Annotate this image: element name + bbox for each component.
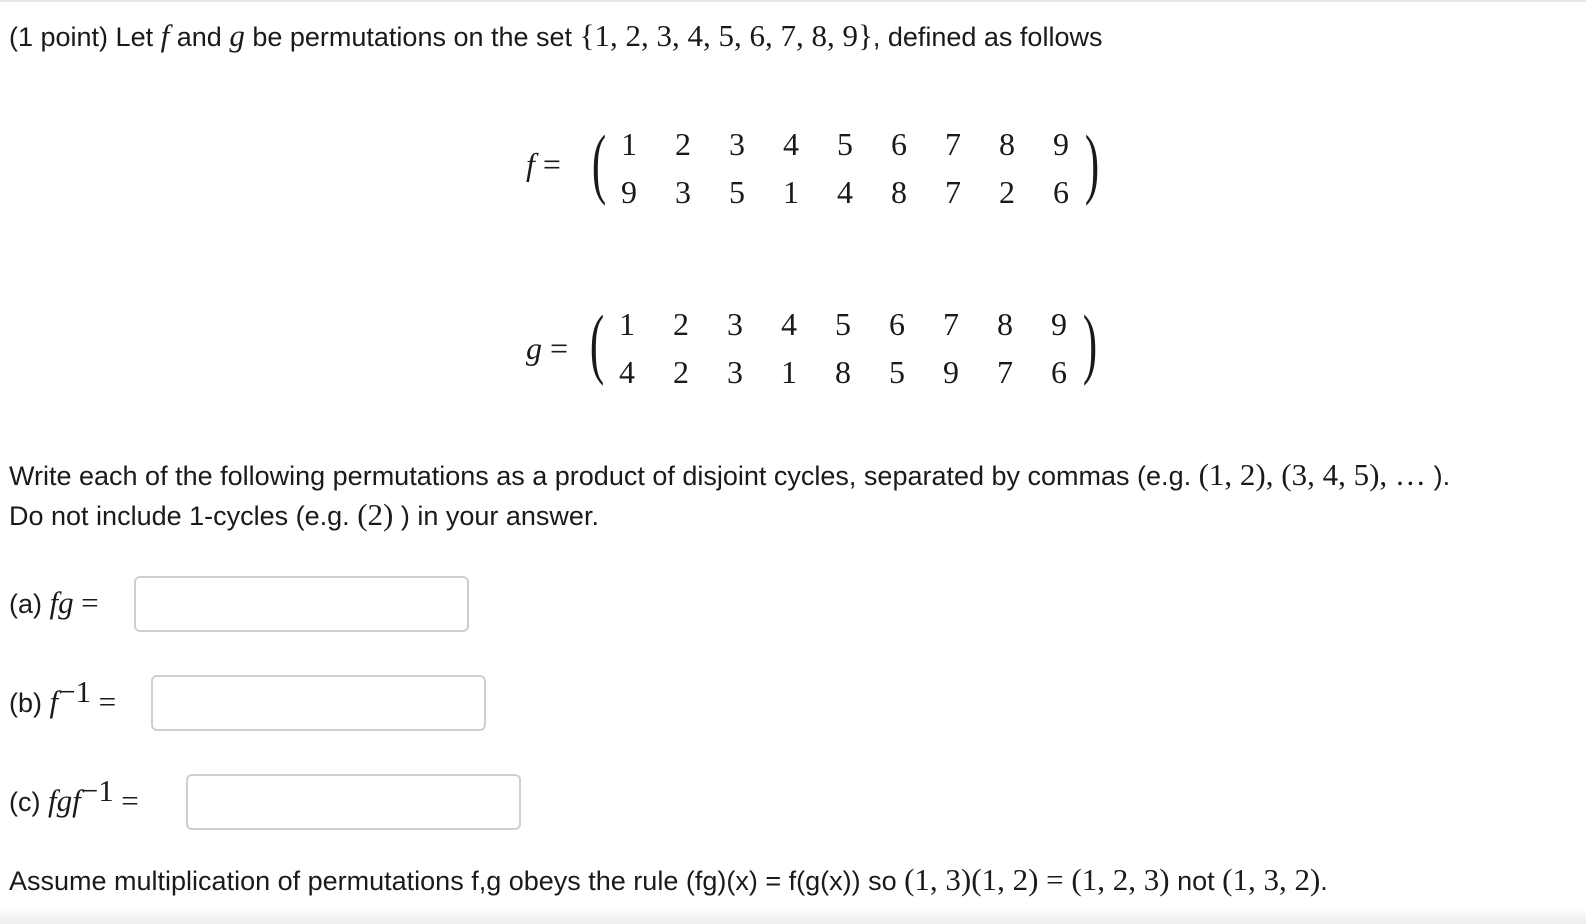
note-math-2: (1, 3, 2) xyxy=(1222,862,1321,897)
f-right-paren: ) xyxy=(1084,119,1100,206)
matrix-entry: 2 xyxy=(675,126,691,162)
question-c-label xyxy=(9,773,139,820)
note-not: not xyxy=(1177,866,1215,896)
instruction-end-2: ) in your answer. xyxy=(400,501,599,531)
problem-intro xyxy=(9,18,1102,55)
matrix-entry: 8 xyxy=(997,306,1013,342)
question-b-label xyxy=(9,674,117,721)
note-math-1: (1, 3)(1, 2) = (1, 2, 3) xyxy=(904,862,1170,897)
question-c-expr: fgf xyxy=(48,783,81,818)
matrix-entry: 6 xyxy=(891,126,907,162)
matrix-entry: 5 xyxy=(835,306,851,342)
instruction-line-1 xyxy=(9,457,1450,494)
matrix-entry: 4 xyxy=(783,126,799,162)
matrix-entry: 2 xyxy=(673,354,689,390)
f-bottom-row xyxy=(602,174,1088,211)
var-f: f xyxy=(160,18,170,53)
matrix-entry: 8 xyxy=(891,174,907,210)
matrix-entry: 9 xyxy=(1053,126,1069,162)
matrix-entry: 3 xyxy=(729,126,745,162)
note-text: Assume multiplication of permutations f,g obeys the rule (fg)(x) = f(g(x)) so xyxy=(9,866,897,896)
answer-input-c[interactable] xyxy=(186,774,521,830)
matrix-entry: 2 xyxy=(999,174,1015,210)
matrix-entry: 4 xyxy=(619,354,635,390)
matrix-entry: 4 xyxy=(781,306,797,342)
instruction-end-1: ). xyxy=(1433,461,1451,491)
matrix-entry: 4 xyxy=(837,174,853,210)
matrix-entry: 1 xyxy=(619,306,635,342)
f-left-paren: ( xyxy=(591,119,607,206)
question-b-letter: (b) xyxy=(9,688,42,718)
matrix-entry: 9 xyxy=(943,354,959,390)
matrix-entry: 5 xyxy=(837,126,853,162)
matrix-entry: 2 xyxy=(673,306,689,342)
matrix-entry: 5 xyxy=(889,354,905,390)
instruction-example-1cycle: (2) xyxy=(357,497,394,532)
g-name: g xyxy=(526,330,542,366)
matrix-entry: 6 xyxy=(1053,174,1069,210)
instruction-line-2 xyxy=(9,497,599,534)
intro-and: and xyxy=(176,22,222,52)
question-a-eq: = xyxy=(81,585,99,620)
question-c-letter: (c) xyxy=(9,787,41,817)
g-right-paren: ) xyxy=(1082,299,1098,386)
matrix-entry: 3 xyxy=(675,174,691,210)
set-expression: {1, 2, 3, 4, 5, 6, 7, 8, 9} xyxy=(579,18,873,53)
intro-prefix: (1 point) Let xyxy=(9,22,154,52)
matrix-entry: 6 xyxy=(1051,354,1067,390)
var-g: g xyxy=(229,18,245,53)
question-a-label xyxy=(9,585,99,622)
f-eq: = xyxy=(542,146,561,182)
instruction-text-1: Write each of the following permutations as a product of disjoint cycles, separated by commas (e.g. xyxy=(9,461,1192,491)
question-c-sup: −1 xyxy=(80,773,114,808)
intro-middle: be permutations on the set xyxy=(252,22,573,52)
multiplication-rule-note xyxy=(9,862,1328,899)
matrix-entry: 8 xyxy=(999,126,1015,162)
matrix-entry: 7 xyxy=(997,354,1013,390)
question-a-expr: fg xyxy=(49,585,74,620)
f-lhs xyxy=(526,146,561,183)
matrix-entry: 1 xyxy=(783,174,799,210)
g-lhs xyxy=(526,330,568,367)
matrix-entry: 5 xyxy=(729,174,745,210)
f-name: f xyxy=(526,146,535,182)
g-top-row xyxy=(600,306,1086,343)
f-top-row xyxy=(602,126,1088,163)
answer-input-a[interactable] xyxy=(134,576,469,632)
matrix-entry: 3 xyxy=(727,306,743,342)
g-left-paren: ( xyxy=(589,299,605,386)
question-a-letter: (a) xyxy=(9,589,42,619)
matrix-entry: 1 xyxy=(621,126,637,162)
top-border xyxy=(0,0,1586,2)
intro-suffix: , defined as follows xyxy=(872,22,1103,52)
matrix-entry: 1 xyxy=(781,354,797,390)
g-bottom-row xyxy=(600,354,1086,391)
question-b-sup: −1 xyxy=(58,674,92,709)
note-end: . xyxy=(1320,866,1328,896)
matrix-entry: 9 xyxy=(1051,306,1067,342)
matrix-entry: 8 xyxy=(835,354,851,390)
question-b-eq: = xyxy=(98,684,117,719)
question-b-expr: f xyxy=(49,684,59,719)
bottom-shadow xyxy=(0,908,1586,924)
instruction-example-cycles: (1, 2), (3, 4, 5), … xyxy=(1198,457,1434,492)
g-eq: = xyxy=(550,330,569,366)
matrix-entry: 6 xyxy=(889,306,905,342)
answer-input-b[interactable] xyxy=(151,675,486,731)
matrix-entry: 3 xyxy=(727,354,743,390)
matrix-entry: 7 xyxy=(945,126,961,162)
question-c-eq: = xyxy=(121,783,139,818)
instruction-text-2: Do not include 1-cycles (e.g. xyxy=(9,501,350,531)
matrix-entry: 9 xyxy=(621,174,637,210)
matrix-entry: 7 xyxy=(943,306,959,342)
matrix-entry: 7 xyxy=(945,174,961,210)
